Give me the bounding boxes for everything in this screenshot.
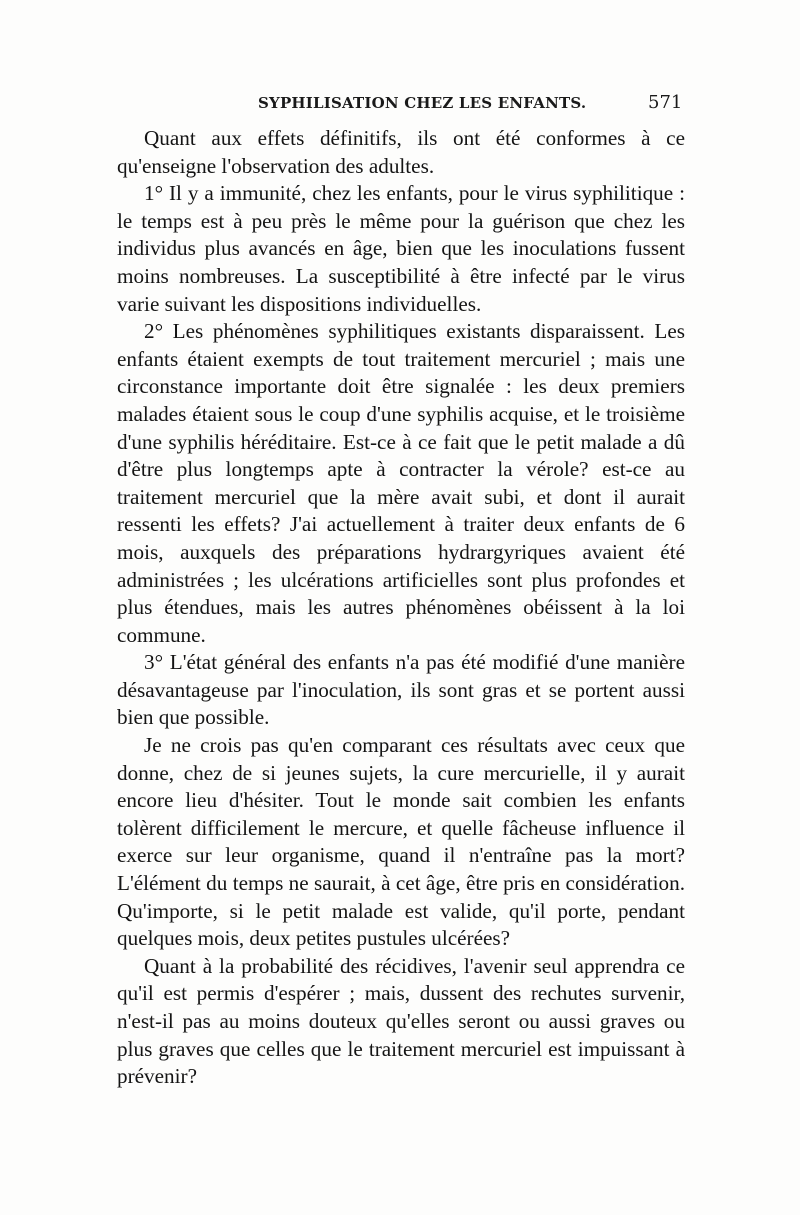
paragraph-cure-mercurielle: Je ne crois pas qu'en comparant ces résultats avec ceux que donne, chez de si jeunes sujets, la cure mercurielle, il y aurait encore lieu d'hésiter. Tout le monde sait combien les enfants tolèrent difficilement le mercure, et quelle fâcheuse influence il exerce sur leur organisme, quand il n'entraîne pas la mort? L'élément du temps ne saurait, à cet âge, être pris en considération. Qu'importe, si le petit malade est valide, qu'il porte, pendant quelques mois, deux petites pustules ulcérées? <box>117 733 685 951</box>
page-number: 571 <box>648 92 683 113</box>
paragraph-etat-general: 3° L'état général des enfants n'a pas été modifié d'une manière désavantageuse par l'inoculation, ils sont gras et se portent aussi bien que possible. <box>117 650 685 730</box>
paragraph-phenomenes: 2° Les phénomènes syphilitiques existants disparaissent. Les enfants étaient exempts de tout traitement mercuriel ; mais une circonstance importante doit être signalée : les deux premiers malades étaient sous le coup d'une syphilis acquise, et le troisième d'une syphilis héréditaire. Est-ce à ce fait que le petit malade a dû d'être plus longtemps apte à contracter la vérole? est-ce au traitement mercuriel que la mère avait subi, et dont il aurait ressenti les effets? J'ai actuellement à traiter deux enfants de 6 mois, auxquels des préparations hydrargyriques avaient été administrées ; les ulcérations artificielles sont plus profondes et plus étendues, mais les autres phénomènes obéissent à la loi commune. <box>117 319 685 647</box>
paragraph-recidives: Quant à la probabilité des récidives, l'avenir seul apprendra ce qu'il est permis d'espérer ; mais, dussent des rechutes survenir, n'est-il pas au moins douteux qu'elles seront ou aussi graves ou plus graves que celles que le traitement mercuriel est impuissant à prévenir? <box>117 953 685 1089</box>
paragraph-effets-definitifs: Quant aux effets définitifs, ils ont été conformes à ce qu'enseigne l'observation des adultes. <box>117 126 685 178</box>
running-title: SYPHILISATION CHEZ LES ENFANTS. <box>258 94 587 112</box>
paragraph-immunite: 1° Il y a immunité, chez les enfants, pour le virus syphilitique : le temps est à peu près le même pour la guérison que chez les individus plus avancés en âge, bien que les inoculations fussent moins nombreuses. La susceptibilité à être infecté par le virus varie suivant les dispositions individuelles. <box>117 181 685 316</box>
body-text <box>117 125 685 1091</box>
